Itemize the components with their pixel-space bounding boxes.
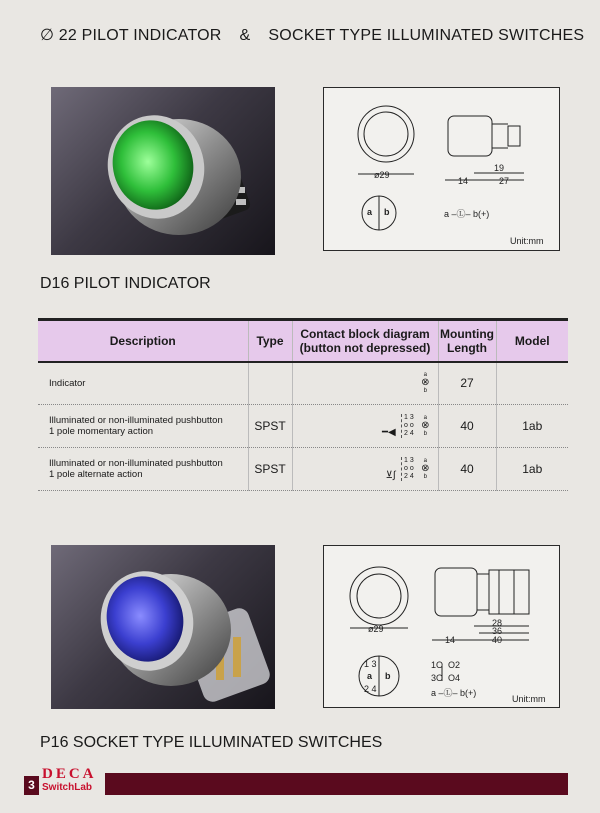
unit-label: Unit:mm [510, 236, 544, 246]
terminal-a: a [367, 207, 373, 217]
col-model: Model [496, 320, 568, 362]
switch-2: O2 [448, 660, 461, 670]
contact-4: 4 [409, 430, 414, 437]
contact-1: 1 [404, 414, 408, 421]
table-header-row [38, 320, 568, 362]
dim-diameter: ø29 [368, 624, 384, 634]
row-desc [38, 362, 248, 405]
dim-28: 28 [492, 618, 503, 628]
lamp-label-a: a [423, 415, 427, 421]
desc-line1: Indicator [49, 377, 86, 389]
momentary-symbol-icon: ━◀ [381, 427, 396, 438]
row-mounting: 40 [438, 405, 496, 448]
row-mounting: 27 [438, 362, 496, 405]
row-desc [38, 448, 248, 491]
row-model: 1ab [496, 448, 568, 491]
dim-19: 19 [494, 163, 505, 173]
contact-2: 2 [404, 430, 408, 437]
lamp-label-b: b [423, 474, 427, 480]
table-row [38, 448, 568, 491]
contact-2: 2 [404, 473, 408, 480]
pins-top: 1 3 [364, 659, 377, 669]
table-row [38, 362, 568, 405]
row-desc [38, 405, 248, 448]
col-description: Description [38, 320, 248, 362]
dim-27: 27 [499, 176, 510, 186]
footer-bar [105, 773, 568, 795]
row-type: SPST [248, 405, 292, 448]
desc-line1: Illuminated or non-illuminated pushbutton [49, 458, 223, 469]
wiring-label: a –Ⓛ– b(+) [444, 209, 490, 219]
dimension-drawing-p16 [323, 545, 560, 708]
brand-sub: SwitchLab [42, 782, 93, 793]
page-title [40, 25, 584, 45]
section-title-d16: D16 PILOT INDICATOR [40, 275, 211, 292]
section-title-p16: P16 SOCKET TYPE ILLUMINATED SWITCHES [40, 734, 383, 751]
switch-1: 1O [431, 660, 444, 670]
dim-14: 14 [445, 635, 456, 645]
unit-label: Unit:mm [512, 694, 546, 704]
dim-14: 14 [458, 176, 469, 186]
desc-line1: Illuminated or non-illuminated pushbutton [49, 415, 223, 426]
col-mounting-line2: Length [447, 340, 487, 355]
pins-bottom: 2 4 [364, 684, 377, 694]
title-part-b: SOCKET TYPE ILLUMINATED SWITCHES [268, 27, 585, 44]
title-part-a: ∅ 22 PILOT INDICATOR [40, 27, 222, 44]
row-model: 1ab [496, 405, 568, 448]
contact-3: 3 [409, 414, 414, 421]
dimension-drawing-d16 [323, 87, 560, 251]
title-ampersand: & [239, 27, 251, 44]
contact-4: 4 [409, 473, 414, 480]
row-model [496, 362, 568, 405]
desc-line2: 1 pole momentary action [49, 426, 154, 437]
lamp-label-b: b [423, 387, 427, 394]
lamp-label-b: b [423, 431, 427, 437]
col-type: Type [248, 320, 292, 362]
alternate-symbol-icon: ⊻∫ [385, 470, 396, 481]
row-type [248, 362, 292, 405]
dim-diameter: ø29 [374, 170, 390, 180]
row-type: SPST [248, 448, 292, 491]
lamp-icon: ⊗ [421, 376, 430, 388]
col-mounting-line1: Mounting [440, 326, 494, 341]
brand-logo [42, 766, 104, 794]
dim-36: 36 [492, 626, 503, 636]
row-contact-diagram: ⊻∫ 1 3 o o 2 4 a ⊗ b [292, 448, 438, 491]
brand-name: DECA [42, 766, 97, 782]
row-contact-diagram: ━◀ 1 3 o o 2 4 a ⊗ b [292, 405, 438, 448]
switch-3: 3O [431, 673, 444, 683]
pin-a: a [367, 671, 373, 681]
lamp-label-a: a [423, 371, 427, 378]
col-mounting [438, 320, 496, 362]
table-row [38, 405, 568, 448]
product-photo-blue [51, 545, 275, 709]
wiring-label: a –Ⓛ– b(+) [431, 688, 477, 698]
dim-40: 40 [492, 635, 503, 645]
product-photo-green [51, 87, 275, 255]
contact-3: 3 [409, 457, 414, 464]
lamp-icon: ⊗ [421, 420, 430, 431]
pin-b: b [385, 671, 391, 681]
lamp-label-a: a [423, 458, 427, 464]
col-contact [292, 320, 438, 362]
lamp-icon: ⊗ [421, 463, 430, 474]
switch-4: O4 [448, 673, 461, 683]
page-number: 3 [24, 776, 39, 795]
contact-1: 1 [404, 457, 408, 464]
row-contact-diagram [292, 362, 438, 405]
row-mounting: 40 [438, 448, 496, 491]
desc-line2: 1 pole alternate action [49, 469, 143, 480]
col-contact-line1: Contact block diagram [300, 326, 430, 341]
terminal-b: b [384, 207, 390, 217]
spec-table [38, 318, 568, 491]
col-contact-line2: (button not depressed) [299, 340, 431, 355]
